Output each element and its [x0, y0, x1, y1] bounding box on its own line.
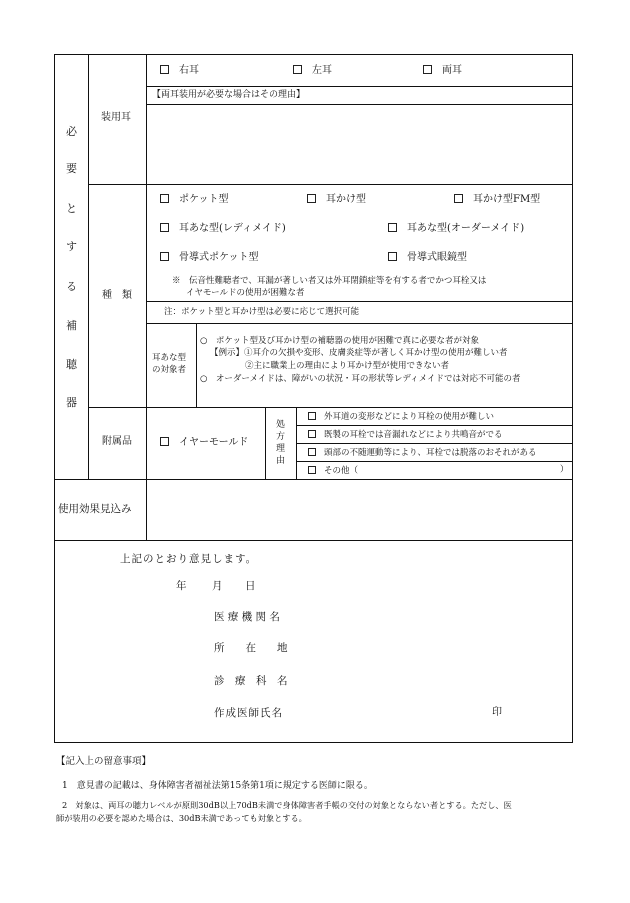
both-ears-checkbox[interactable] [423, 65, 432, 74]
accessory-label: 附属品 [102, 436, 132, 447]
vertical-char: 必 [66, 125, 77, 138]
type-option-bone-pocket[interactable] [160, 252, 259, 263]
left-ear-label: 左耳 [312, 65, 332, 76]
type-option-ite-custom[interactable] [388, 223, 524, 234]
reason-other-field[interactable] [380, 464, 556, 477]
accessory-option-earmold[interactable] [160, 437, 248, 448]
divider-reason-1 [296, 425, 573, 426]
department-label: 診 療 科 名 [214, 675, 288, 687]
bone-glasses-label: 骨導式眼鏡型 [407, 252, 467, 263]
reason-label-char: 処 [276, 420, 286, 430]
reason-2-checkbox[interactable] [308, 430, 316, 438]
reason-option-2[interactable] [308, 430, 503, 440]
divider-reason-3 [296, 461, 573, 462]
ita-line2: 【例示】①耳介の欠損や変形、皮膚炎症等が著しく耳かけ型の使用が難しい者 [210, 348, 508, 358]
date-day-label: 日 [245, 580, 256, 592]
ita-line4: ○ オーダーメイドは、障がいの状況・耳の形状等レディメイドでは対応不可能の者 [200, 374, 521, 384]
table-border-top [54, 54, 573, 55]
table-border-bottom [54, 742, 573, 743]
vertical-char: 要 [66, 162, 77, 175]
type-label: 種 類 [102, 290, 132, 301]
reason-1-label: 外耳道の変形などにより耳栓の使用が難しい [324, 412, 495, 422]
divider-ita-label [196, 323, 197, 407]
table-border-left [54, 54, 55, 743]
divider-ear-reason [146, 104, 573, 105]
earmold-checkbox[interactable] [160, 437, 169, 446]
ita-line3: ②主に職業上の理由により耳かけ型が使用できない者 [245, 361, 450, 371]
notes-item-2-line2: 師が装用の必要を認めた場合は、30dB未満であっても対象とする。 [56, 813, 307, 823]
pocket-label: ポケット型 [179, 194, 229, 205]
ita-line1: ○ ポケット型及び耳かけ型の補聴器の使用が困難で真に必要な者が対象 [200, 336, 479, 346]
divider-type-note [146, 301, 573, 302]
reason-option-other[interactable] [308, 466, 358, 476]
ite-custom-checkbox[interactable] [388, 223, 397, 232]
vertical-char: る [66, 280, 77, 293]
bone-pocket-label: 骨導式ポケット型 [179, 252, 259, 263]
ear-option-both[interactable] [423, 65, 462, 76]
ita-label-line2: の対象者 [152, 365, 187, 375]
ita-label-line1: 耳あな型 [152, 353, 187, 363]
vertical-char: 補 [66, 319, 77, 332]
reason-other-label: その他（ [324, 466, 359, 476]
reason-label-char: 理 [276, 444, 286, 454]
table-border-right [572, 54, 573, 743]
type-option-bone-glasses[interactable] [388, 252, 467, 263]
ite-ready-checkbox[interactable] [160, 223, 169, 232]
vertical-char: 器 [66, 396, 77, 409]
ite-custom-label: 耳あな型(オーダーメイド) [407, 223, 525, 234]
behind-ear-fm-checkbox[interactable] [454, 194, 463, 203]
left-ear-checkbox[interactable] [293, 65, 302, 74]
reason-3-checkbox[interactable] [308, 448, 316, 456]
divider-effect-opinion [54, 540, 573, 541]
type-option-behind-ear[interactable] [307, 194, 366, 205]
divider-reason-2 [296, 443, 573, 444]
vertical-char: と [66, 202, 77, 215]
reason-option-3[interactable] [308, 448, 537, 458]
reason-label-char: 方 [276, 432, 286, 442]
behind-ear-label: 耳かけ型 [326, 194, 366, 205]
notes-heading: 【記入上の留意事項】 [56, 756, 152, 767]
behind-ear-checkbox[interactable] [307, 194, 316, 203]
right-ear-label: 右耳 [179, 65, 199, 76]
type-option-behind-ear-fm[interactable] [454, 194, 540, 205]
bone-glasses-checkbox[interactable] [388, 252, 397, 261]
ear-reason-label: 【両耳装用が必要な場合はその理由】 [152, 90, 306, 100]
reason-other-checkbox[interactable] [308, 466, 316, 474]
ear-option-right[interactable] [160, 65, 199, 76]
ear-label: 装用耳 [101, 112, 131, 123]
behind-ear-fm-label: 耳かけ型FM型 [473, 194, 541, 205]
type-note-line1: ※ 伝音性難聴者で、耳漏が著しい者又は外耳閉鎖症等を有する者でかつ耳栓又は [172, 276, 487, 286]
vertical-char: す [66, 240, 77, 253]
divider-ear-type [88, 184, 573, 185]
type-note-line2: イヤモールドの使用が困難な者 [186, 288, 305, 298]
seal-mark: 印 [492, 707, 502, 718]
earmold-label: イヤーモールド [179, 437, 249, 448]
vertical-char: 聴 [66, 358, 77, 371]
ite-ready-label: 耳あな型(レディメイド) [179, 223, 286, 234]
address-label: 所 在 地 [214, 642, 288, 654]
divider-col2 [146, 54, 147, 540]
type-option-ite-ready[interactable] [160, 223, 286, 234]
notes-item-2-line1: 2 対象は、両耳の聴力レベルが原則30dB以上70dB未満で身体障害者手帳の交付の対象とならない者とする。ただし、医 [62, 800, 512, 810]
divider-col1 [88, 54, 89, 479]
reason-label-char: 由 [276, 456, 286, 466]
reason-option-1[interactable] [308, 412, 494, 422]
notes-item-1: 1 意見書の記載は、身体障害者福祉法第15条第1項に規定する医師に限る。 [62, 781, 373, 791]
type-option-pocket[interactable] [160, 194, 229, 205]
reason-3-label: 頭部の不随運動等により、耳栓では脱落のおそれがある [324, 448, 537, 458]
opinion-statement: 上記のとおり意見します。 [120, 553, 258, 565]
divider-type-accessory [88, 407, 573, 408]
date-year-label: 年 [176, 580, 187, 592]
type-note2: 注：ポケット型と耳かけ型は必要に応じて選択可能 [164, 307, 360, 317]
both-ears-label: 両耳 [442, 65, 462, 76]
divider-ear-options [146, 86, 573, 87]
institution-label: 医 療 機 関 名 [214, 611, 280, 623]
doctor-name-label: 作成医師氏名 [214, 707, 283, 719]
right-ear-checkbox[interactable] [160, 65, 169, 74]
date-month-label: 月 [212, 580, 223, 592]
reason-2-label: 既製の耳栓では音漏れなどにより共鳴音がでる [324, 430, 503, 440]
pocket-checkbox[interactable] [160, 194, 169, 203]
divider-accessory-option [265, 407, 266, 479]
divider-accessory-effect [54, 479, 573, 480]
bone-pocket-checkbox[interactable] [160, 252, 169, 261]
reason-1-checkbox[interactable] [308, 412, 316, 420]
effect-field[interactable] [148, 481, 571, 539]
ear-option-left[interactable] [293, 65, 332, 76]
effect-label: 使用効果見込み [58, 503, 132, 515]
divider-type-note2 [146, 323, 573, 324]
reason-other-close-paren: ） [560, 465, 569, 475]
ear-reason-field[interactable] [148, 106, 571, 183]
